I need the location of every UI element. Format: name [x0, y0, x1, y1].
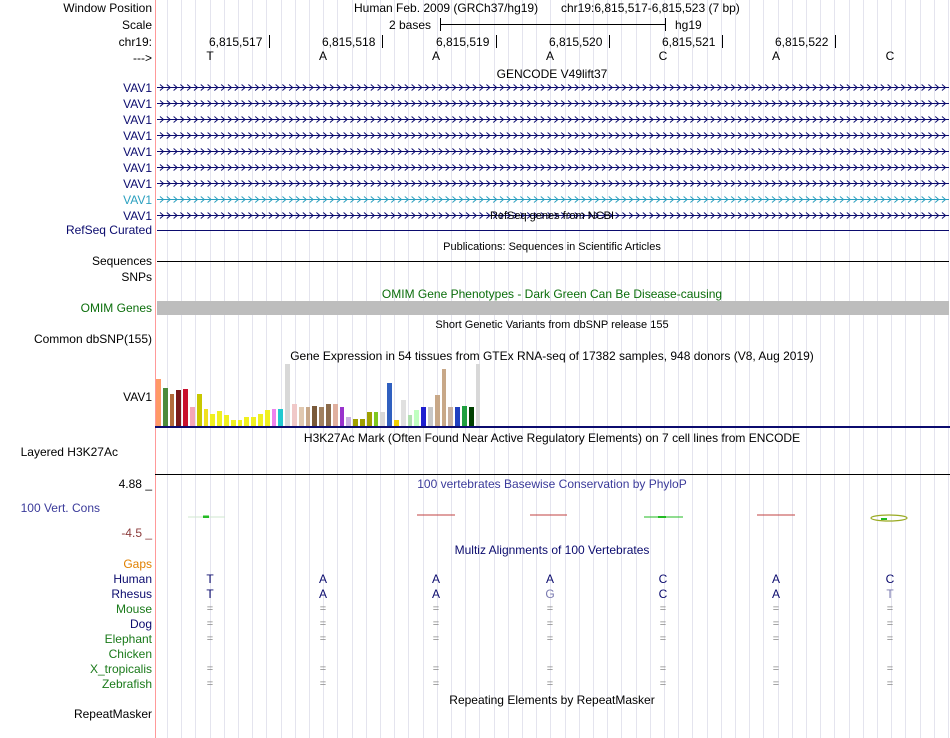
aligned-base: =: [206, 633, 214, 645]
h3k27ac-baseline: [155, 474, 950, 475]
grid-line: [707, 0, 708, 738]
aligned-base: =: [886, 618, 894, 630]
strand-label: --->: [133, 51, 152, 65]
scale-bar-left-tick: [440, 18, 441, 31]
gtex-tissue-bar[interactable]: [292, 404, 297, 426]
coordinate-tick: [609, 35, 610, 48]
aligned-base: =: [546, 633, 554, 645]
grid-line: [721, 0, 722, 738]
gtex-track-title: Gene Expression in 54 tissues from GTEx RNA-seq of 17382 samples, 948 donors (V8, Aug 2019): [290, 349, 814, 363]
gtex-tissue-bar[interactable]: [435, 395, 440, 426]
grid-line: [621, 0, 622, 738]
gtex-tissue-bar[interactable]: [217, 411, 222, 426]
grid-line: [678, 0, 679, 738]
aligned-base: =: [772, 633, 780, 645]
aligned-base: T: [206, 572, 214, 586]
dbsnp-track-title: Short Genetic Variants from dbSNP release 155: [435, 319, 669, 331]
scale-bar: [440, 24, 666, 25]
gencode-transcript-label[interactable]: VAV1: [123, 129, 152, 143]
gencode-transcript-line[interactable]: [157, 131, 949, 140]
aligned-base: =: [546, 603, 554, 615]
omim-track-title: OMIM Gene Phenotypes - Dark Green Can Be Disease-causing: [381, 287, 723, 301]
aligned-base: =: [772, 663, 780, 675]
aligned-base: =: [772, 678, 780, 690]
grid-line: [948, 0, 949, 738]
scale-text: 2 bases: [389, 18, 432, 32]
gencode-transcript-label[interactable]: VAV1: [123, 161, 152, 175]
grid-line: [650, 0, 651, 738]
coordinate-label: 6,815,520: [549, 35, 603, 49]
refseq-gene-line[interactable]: [157, 230, 949, 231]
coordinate-tick: [382, 35, 383, 48]
grid-line: [735, 0, 736, 738]
aligned-base: A: [318, 587, 328, 601]
coordinate-label: 6,815,522: [775, 35, 829, 49]
grid-line: [934, 0, 935, 738]
repeatmasker-track-label[interactable]: RepeatMasker: [73, 707, 152, 721]
gtex-tissue-bar[interactable]: [469, 407, 474, 426]
aligned-base: =: [659, 618, 667, 630]
species-label-rhesus: Rhesus: [111, 587, 152, 601]
aligned-base: C: [885, 572, 895, 586]
gaps-label: Gaps: [123, 557, 152, 571]
aligned-base: =: [546, 678, 554, 690]
publications-track-label[interactable]: Sequences: [91, 254, 152, 268]
aligned-base: =: [206, 678, 214, 690]
gtex-tissue-bar[interactable]: [183, 389, 188, 426]
gencode-transcript-line[interactable]: [157, 83, 949, 92]
gtex-tissue-bar[interactable]: [163, 388, 168, 426]
gencode-transcript-label[interactable]: VAV1: [123, 209, 152, 223]
gtex-tissue-bar[interactable]: [197, 394, 202, 426]
dbsnp-track-label[interactable]: Common dbSNP(155): [33, 332, 152, 346]
aligned-base: =: [546, 618, 554, 630]
grid-line: [536, 0, 537, 738]
aligned-base: =: [772, 618, 780, 630]
grid-line: [692, 0, 693, 738]
species-label-mouse: Mouse: [115, 602, 152, 616]
grid-line: [636, 0, 637, 738]
coordinate-tick: [835, 35, 836, 48]
gencode-transcript-label[interactable]: VAV1: [123, 145, 152, 159]
aligned-base: =: [319, 663, 327, 675]
gencode-transcript-line[interactable]: [157, 115, 949, 124]
assembly-name: Human Feb. 2009 (GRCh37/hg19): [354, 1, 539, 15]
reference-base: A: [771, 49, 781, 63]
aligned-base: T: [206, 587, 214, 601]
grid-line: [607, 0, 608, 738]
gtex-tissue-bar[interactable]: [224, 415, 229, 426]
window-position-label: Window Position: [63, 1, 152, 15]
gtex-tissue-bar[interactable]: [285, 364, 290, 426]
grid-line: [834, 0, 835, 738]
reference-base: C: [885, 49, 895, 63]
gencode-transcript-label[interactable]: VAV1: [123, 81, 152, 95]
scale-bar-right-tick: [665, 18, 666, 31]
aligned-base: A: [545, 572, 555, 586]
gtex-tissue-bar[interactable]: [428, 407, 433, 426]
gtex-tissue-bar[interactable]: [272, 409, 277, 426]
gencode-transcript-line[interactable]: [157, 99, 949, 108]
coordinate-label: 6,815,521: [662, 35, 716, 49]
gtex-tissue-bar[interactable]: [251, 417, 256, 426]
grid-line: [565, 0, 566, 738]
gtex-tissue-bar[interactable]: [401, 400, 406, 426]
cons-wiggle[interactable]: [155, 505, 950, 530]
aligned-base: =: [319, 618, 327, 630]
aligned-base: =: [319, 633, 327, 645]
multiz-track-title: Multiz Alignments of 100 Vertebrates: [454, 543, 650, 557]
aligned-base: =: [432, 618, 440, 630]
gencode-transcript-label[interactable]: VAV1: [123, 177, 152, 191]
gtex-tissue-bar[interactable]: [476, 364, 481, 426]
reference-base: A: [431, 49, 441, 63]
aligned-base: =: [206, 618, 214, 630]
cons-max-label: 4.88 _: [118, 477, 152, 491]
grid-line: [863, 0, 864, 738]
grid-line: [763, 0, 764, 738]
aligned-base: =: [659, 633, 667, 645]
reference-base: A: [545, 49, 555, 63]
coordinate-tick: [496, 35, 497, 48]
aligned-base: C: [658, 587, 668, 601]
window-position-value: chr19:6,815,517-6,815,523 (7 bp): [561, 1, 740, 15]
snps-track-label[interactable]: SNPs: [121, 270, 152, 284]
aligned-base: =: [432, 663, 440, 675]
aligned-base: A: [771, 587, 781, 601]
gtex-tissue-bar[interactable]: [312, 406, 317, 426]
aligned-base: =: [659, 663, 667, 675]
aligned-base: =: [319, 603, 327, 615]
aligned-base: =: [319, 678, 327, 690]
grid-line: [920, 0, 921, 738]
gtex-tissue-bar[interactable]: [210, 414, 215, 426]
aligned-base: =: [772, 603, 780, 615]
gtex-tissue-bar[interactable]: [265, 410, 270, 426]
gtex-tissue-bar[interactable]: [299, 407, 304, 426]
gtex-tissue-bar[interactable]: [414, 410, 419, 426]
grid-line: [749, 0, 750, 738]
aligned-base: =: [659, 603, 667, 615]
aligned-base: G: [545, 587, 555, 601]
grid-line: [579, 0, 580, 738]
gencode-transcript-label[interactable]: VAV1: [123, 113, 152, 127]
scale-label: Scale: [121, 18, 152, 32]
gtex-tissue-bar[interactable]: [258, 414, 263, 426]
gtex-tissue-bar[interactable]: [333, 404, 338, 426]
gtex-tissue-bar[interactable]: [387, 383, 392, 426]
coordinate-tick: [269, 35, 270, 48]
gtex-tissue-bar[interactable]: [346, 417, 351, 426]
gtex-tissue-bar[interactable]: [367, 412, 372, 426]
omim-track-label[interactable]: OMIM Genes: [80, 301, 152, 315]
h3k27ac-track-title: H3K27Ac Mark (Often Found Near Active Regulatory Elements) on 7 cell lines from ENCODE: [303, 431, 801, 445]
cons-track-label[interactable]: 100 Vert. Cons: [20, 501, 100, 515]
gtex-tissue-bar[interactable]: [421, 407, 426, 426]
species-label-x_tropicalis: X_tropicalis: [89, 662, 152, 676]
gtex-tissue-bar[interactable]: [326, 404, 331, 426]
gtex-tissue-bar[interactable]: [442, 369, 447, 426]
h3k27ac-track-label[interactable]: Layered H3K27Ac: [20, 445, 118, 459]
omim-gene-bar[interactable]: [157, 301, 949, 315]
aligned-base: =: [886, 663, 894, 675]
aligned-base: =: [546, 663, 554, 675]
gtex-tissue-bar[interactable]: [448, 407, 453, 426]
aligned-base: A: [771, 572, 781, 586]
aligned-base: =: [886, 633, 894, 645]
aligned-base: T: [886, 587, 894, 601]
gtex-tissue-bar[interactable]: [176, 390, 181, 426]
track-label-column: [0, 0, 155, 738]
gtex-tissue-bar[interactable]: [380, 412, 385, 426]
gtex-tissue-bar[interactable]: [306, 407, 311, 426]
grid-line: [905, 0, 906, 738]
gencode-transcript-line[interactable]: [157, 147, 949, 156]
aligned-base: =: [206, 663, 214, 675]
aligned-base: =: [432, 678, 440, 690]
aligned-base: =: [432, 603, 440, 615]
gtex-tissue-bar[interactable]: [408, 415, 413, 426]
grid-line: [593, 0, 594, 738]
gtex-tissue-bar[interactable]: [455, 407, 460, 426]
aligned-base: =: [886, 603, 894, 615]
gtex-tissue-bar[interactable]: [244, 417, 249, 426]
grid-line: [792, 0, 793, 738]
aligned-base: C: [658, 572, 668, 586]
gtex-expression-bars[interactable]: [155, 364, 535, 426]
aligned-base: =: [659, 678, 667, 690]
grid-line: [877, 0, 878, 738]
db-label: hg19: [675, 18, 702, 32]
cons-track-title: 100 vertebrates Basewise Conservation by PhyloP: [417, 477, 687, 491]
gtex-gene-label[interactable]: VAV1: [123, 390, 152, 404]
chrom-label: chr19:: [118, 35, 152, 49]
species-label-chicken: Chicken: [108, 647, 152, 661]
gtex-tissue-bar[interactable]: [462, 406, 467, 426]
gencode-track-title: GENCODE V49lift37: [496, 67, 608, 81]
grid-line: [849, 0, 850, 738]
gtex-tissue-bar[interactable]: [156, 379, 161, 426]
species-label-dog: Dog: [129, 617, 152, 631]
species-label-elephant: Elephant: [104, 632, 152, 646]
aligned-base: =: [206, 603, 214, 615]
gtex-tissue-bar[interactable]: [190, 407, 195, 426]
species-label-zebrafish: Zebrafish: [101, 677, 152, 691]
gencode-transcript-line[interactable]: [157, 163, 949, 172]
repeatmasker-track-title: Repeating Elements by RepeatMasker: [449, 693, 655, 707]
cons-min-label: -4.5 _: [121, 526, 152, 540]
gtex-tissue-bar[interactable]: [340, 407, 345, 426]
gtex-baseline: [155, 426, 950, 428]
grid-line: [820, 0, 821, 738]
refseq-track-label[interactable]: RefSeq Curated: [65, 223, 152, 237]
aligned-base: =: [432, 633, 440, 645]
species-label-human: Human: [113, 572, 152, 586]
aligned-base: =: [886, 678, 894, 690]
publications-line[interactable]: [157, 261, 949, 262]
gencode-transcript-line[interactable]: [157, 195, 949, 204]
reference-base: C: [658, 49, 668, 63]
aligned-base: A: [431, 587, 441, 601]
coordinate-label: 6,815,518: [322, 35, 376, 49]
reference-base: T: [206, 49, 214, 63]
gtex-tissue-bar[interactable]: [360, 419, 365, 426]
gtex-tissue-bar[interactable]: [319, 407, 324, 426]
gtex-tissue-bar[interactable]: [278, 409, 283, 426]
gencode-transcript-label[interactable]: VAV1: [123, 193, 152, 207]
refseq-track-title: RefSeq genes from NCBI: [489, 210, 615, 222]
gtex-tissue-bar[interactable]: [353, 419, 358, 426]
publications-track-title: Publications: Sequences in Scientific Articles: [443, 241, 661, 253]
coordinate-tick: [722, 35, 723, 48]
coordinate-label: 6,815,519: [436, 35, 490, 49]
aligned-base: A: [318, 572, 328, 586]
gencode-transcript-label[interactable]: VAV1: [123, 97, 152, 111]
reference-base: A: [318, 49, 328, 63]
grid-line: [806, 0, 807, 738]
gtex-tissue-bar[interactable]: [170, 394, 175, 426]
gtex-tissue-bar[interactable]: [204, 409, 209, 426]
aligned-base: A: [431, 572, 441, 586]
gtex-tissue-bar[interactable]: [374, 412, 379, 426]
coordinate-label: 6,815,517: [209, 35, 263, 49]
gencode-transcript-line[interactable]: [157, 179, 949, 188]
